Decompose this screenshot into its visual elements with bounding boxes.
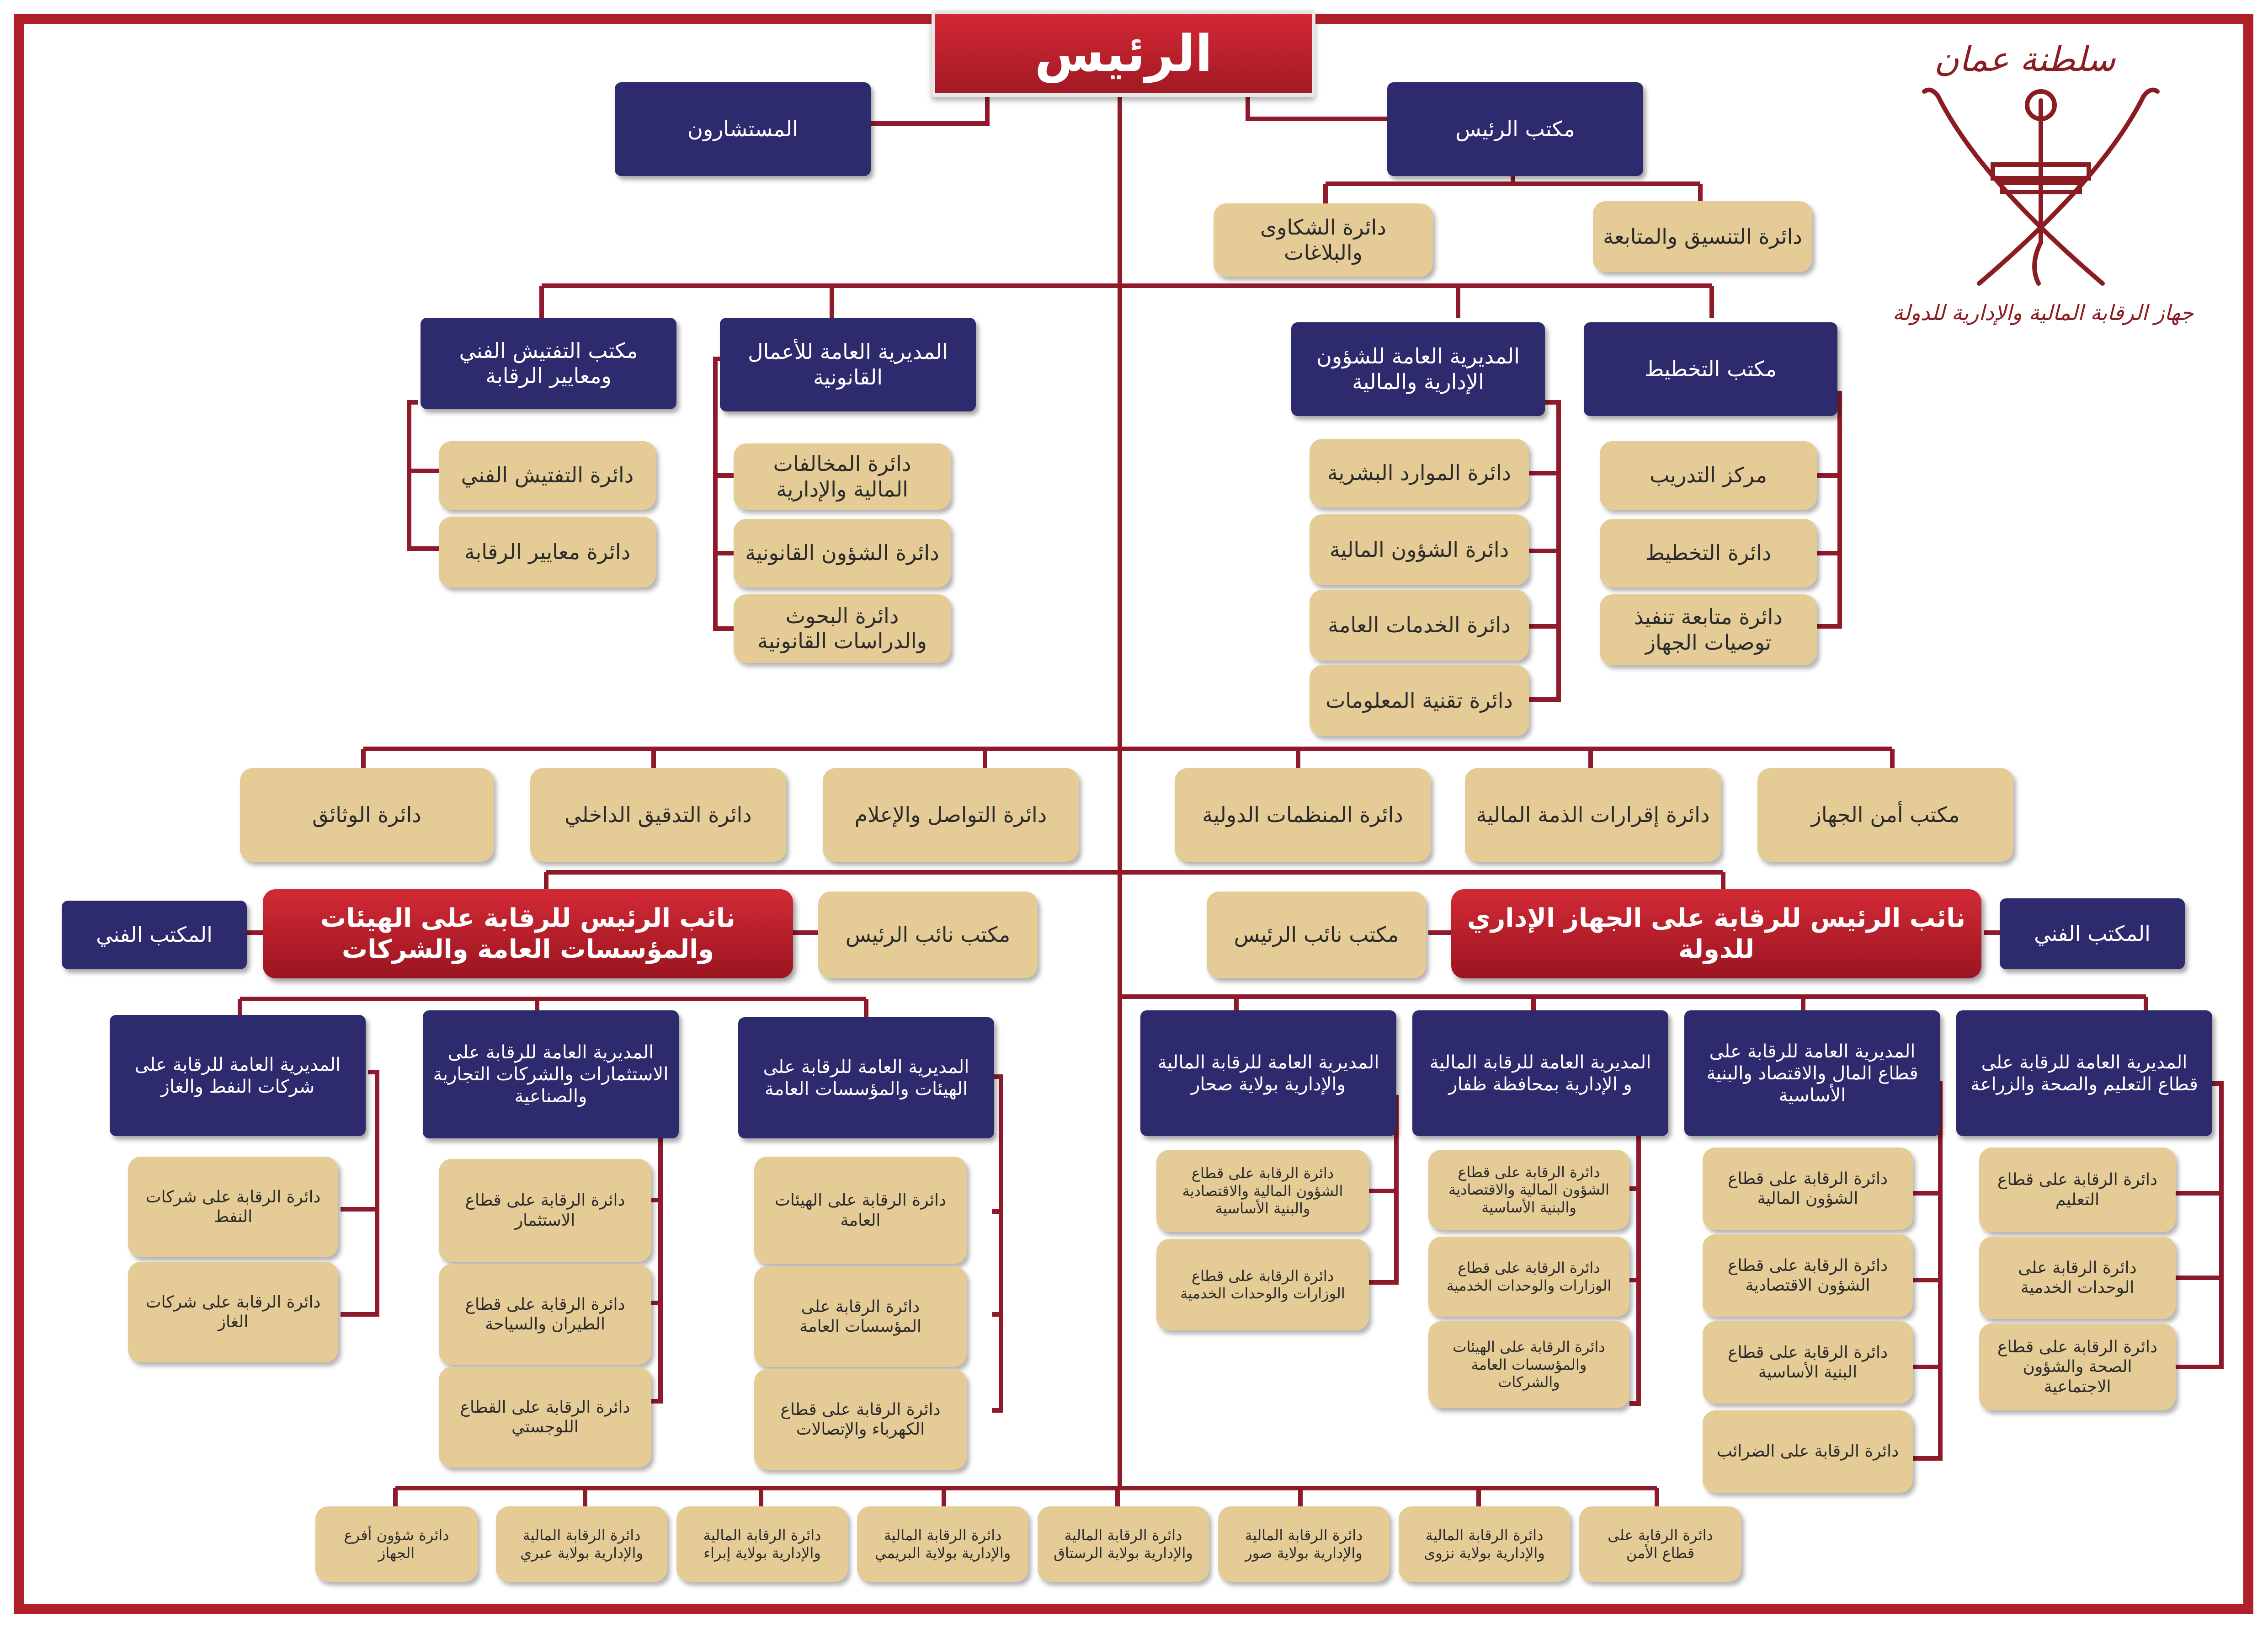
right-deputy-office[interactable]: مكتب نائب الرئيس [1207,891,1426,978]
mid-unit[interactable]: دائرة الوثائق [240,768,494,862]
left-deputy-unit[interactable]: دائرة الرقابة على الهيئات العامة [754,1157,967,1264]
directorate-unit[interactable]: دائرة الشؤون القانونية [734,519,951,587]
bottom-unit[interactable]: دائرة الرقابة على قطاع الأمن [1579,1506,1741,1582]
left-deputy-directorate[interactable]: المديرية العامة للرقابة على الهيئات والمؤسسات العامة [738,1017,994,1138]
directorate-unit[interactable]: دائرة الخدمات العامة [1310,590,1529,661]
right-deputy-unit[interactable]: دائرة الرقابة على قطاع الشؤون الاقتصادية [1703,1234,1913,1317]
left-deputy-unit[interactable]: دائرة الرقابة على شركات الغاز [128,1262,338,1362]
right-technical-office[interactable]: المكتب الفني [2000,898,2185,969]
left-deputy-unit[interactable]: دائرة الرقابة على القطاع اللوجستي [439,1367,651,1468]
right-deputy-unit[interactable]: دائرة الرقابة على قطاع الصحة والشؤون الاجتماعية [1979,1324,2176,1410]
head-title: الرئيس [932,10,1315,97]
mid-unit[interactable]: دائرة التدقيق الداخلي [530,768,786,862]
oman-emblem-icon [1888,27,2208,329]
right-deputy-unit[interactable]: دائرة الرقابة على الهيئات والمؤسسات العامة والشركات [1428,1321,1629,1408]
bottom-unit[interactable]: دائرة الرقابة المالية والإدارية بولاية البريمي [857,1506,1028,1582]
left-deputy-box[interactable]: نائب الرئيس للرقابة على الهيئات والمؤسسات العامة والشركات [263,889,793,978]
directorate-unit[interactable]: دائرة متابعة تنفيذ توصيات الجهاز [1600,594,1817,665]
right-deputy-directorate[interactable]: المديرية العامة للرقابة على قطاع المال والاقتصاد والبنية الأساسية [1684,1010,1940,1136]
mid-unit[interactable]: مكتب أمن الجهاز [1757,768,2013,862]
right-deputy-unit[interactable]: دائرة الرقابة على قطاع الشؤون المالية [1703,1148,1913,1230]
directorate-box[interactable]: المديرية العامة للأعمال القانونية [720,318,976,411]
right-deputy-directorate[interactable]: المديرية العامة للرقابة المالية والإدارية بولاية صحار [1140,1010,1396,1136]
left-technical-office[interactable]: المكتب الفني [62,901,247,969]
right-deputy-unit[interactable]: دائرة الرقابة على الوحدات الخدمية [1979,1237,2176,1319]
directorate-unit[interactable]: دائرة تقنية المعلومات [1310,665,1529,736]
right-deputy-unit[interactable]: دائرة الرقابة على قطاع الشؤون المالية والاقتصادية والبنية الأساسية [1156,1150,1369,1232]
right-deputy-unit[interactable]: دائرة الرقابة على قطاع البنية الأساسية [1703,1321,1913,1404]
left-deputy-unit[interactable]: دائرة الرقابة على المؤسسات العامة [754,1266,967,1367]
directorate-unit[interactable]: دائرة البحوث والدراسات القانونية [734,594,951,663]
bottom-unit[interactable]: دائرة الرقابة المالية والإدارية بولاية إبراء [676,1506,848,1582]
directorate-unit[interactable]: مركز التدريب [1600,441,1817,510]
directorate-unit[interactable]: دائرة معايير الرقابة [439,517,656,587]
president-office-box[interactable]: مكتب الرئيس [1387,82,1643,176]
office-unit[interactable]: دائرة الشكاوى والبلاغات [1214,203,1433,277]
directorate-unit[interactable]: دائرة التفتيش الفني [439,441,656,510]
right-deputy-directorate[interactable]: المديرية العامة للرقابة على قطاع التعليم والصحة والزراعة [1956,1010,2212,1136]
bottom-unit[interactable]: دائرة الرقابة المالية والإدارية بولاية نزوى [1399,1506,1570,1582]
mid-unit[interactable]: دائرة إقرارات الذمة المالية [1465,768,1721,862]
right-deputy-unit[interactable]: دائرة الرقابة على الضرائب [1703,1410,1913,1493]
emblem-bottom-text: جهاز الرقابة المالية والإدارية للدولة [1892,300,2194,325]
directorate-box[interactable]: مكتب التفتيش الفني ومعايير الرقابة [421,318,676,409]
left-deputy-directorate[interactable]: المديرية العامة للرقابة على شركات النفط والغاز [110,1015,366,1136]
directorate-box[interactable]: المديرية العامة للشؤون الإدارية والمالية [1291,322,1545,416]
bottom-unit[interactable]: دائرة شؤون أفرع الجهاز [315,1506,478,1582]
left-deputy-office[interactable]: مكتب نائب الرئيس [818,891,1038,978]
left-deputy-unit[interactable]: دائرة الرقابة على قطاع الكهرباء والإتصالات [754,1369,967,1470]
right-deputy-unit[interactable]: دائرة الرقابة على قطاع الوزارات والوحدات الخدمية [1428,1237,1629,1317]
bottom-unit[interactable]: دائرة الرقابة المالية والإدارية بولاية الرستاق [1038,1506,1209,1582]
bottom-unit[interactable]: دائرة الرقابة المالية والإدارية بولاية عبري [496,1506,667,1582]
left-deputy-unit[interactable]: دائرة الرقابة على قطاع الطيران والسياحة [439,1264,651,1365]
right-deputy-box[interactable]: نائب الرئيس للرقابة على الجهاز الإداري للدولة [1451,889,1981,978]
directorate-box[interactable]: مكتب التخطيط [1584,322,1837,416]
right-deputy-unit[interactable]: دائرة الرقابة على قطاع الوزارات والوحدات الخدمية [1156,1239,1369,1330]
right-deputy-directorate[interactable]: المديرية العامة للرقابة المالية و الإدارية بمحافظة ظفار [1412,1010,1668,1136]
left-deputy-unit[interactable]: دائرة الرقابة على شركات النفط [128,1157,338,1257]
directorate-unit[interactable]: دائرة المخالفات المالية والإدارية [734,443,951,510]
advisors-box[interactable]: المستشارون [615,82,871,176]
right-deputy-unit[interactable]: دائرة الرقابة على قطاع الشؤون المالية والاقتصادية والبنية الأساسية [1428,1150,1629,1230]
mid-unit[interactable]: دائرة التواصل والإعلام [823,768,1079,862]
bottom-unit[interactable]: دائرة الرقابة المالية والإدارية بولاية صور [1218,1506,1390,1582]
office-unit[interactable]: دائرة التنسيق والمتابعة [1593,201,1812,272]
left-deputy-unit[interactable]: دائرة الرقابة على قطاع الاستثمار [439,1159,651,1262]
mid-unit[interactable]: دائرة المنظمات الدولية [1175,768,1431,862]
left-deputy-directorate[interactable]: المديرية العامة للرقابة على الاستثمارات والشركات التجارية والصناعية [423,1010,679,1138]
directorate-unit[interactable]: دائرة الموارد البشرية [1310,439,1529,507]
directorate-unit[interactable]: دائرة الشؤون المالية [1310,514,1529,585]
right-deputy-unit[interactable]: دائرة الرقابة على قطاع التعليم [1979,1148,2176,1232]
directorate-unit[interactable]: دائرة التخطيط [1600,519,1817,587]
emblem-top-text: سلطنة عمان [1934,40,2116,79]
